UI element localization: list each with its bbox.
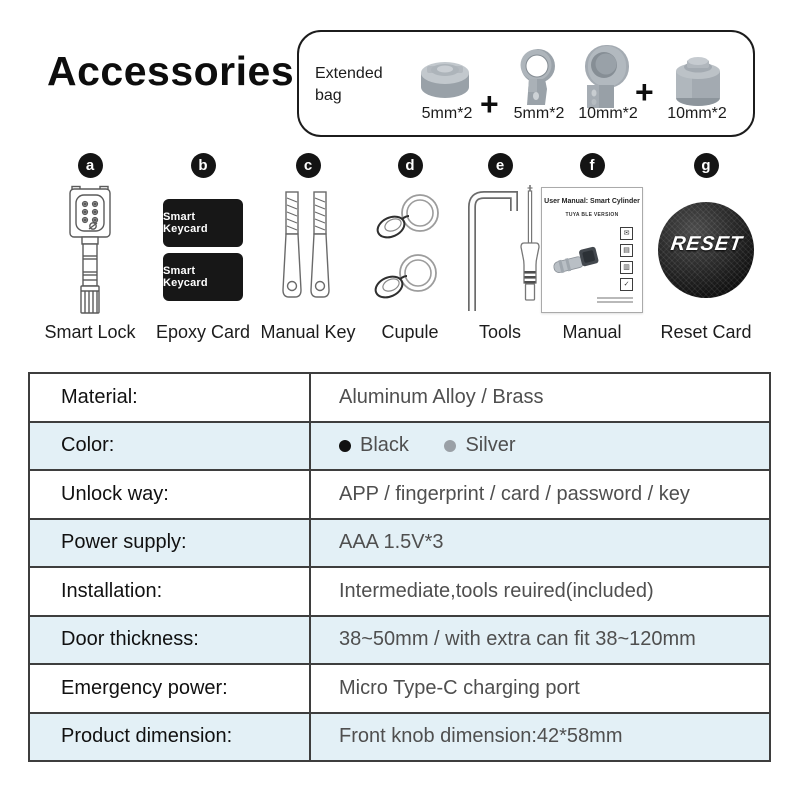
spec-label: Power supply: <box>29 519 310 568</box>
table-row <box>29 422 770 471</box>
accessory-item-epoxy-card <box>146 153 260 353</box>
cylinder-product-icon <box>551 241 603 277</box>
extension-knob-label: 10mm*2 <box>667 105 727 122</box>
spec-label: Material: <box>29 373 310 422</box>
badge-b: b <box>191 153 216 178</box>
keycard: Smart Keycard <box>163 253 243 301</box>
manual-page <box>541 187 643 313</box>
manual-subtitle: TUYA BLE VERSION <box>565 212 619 218</box>
extension-knob-icon <box>669 54 727 108</box>
accessory-label-cupule: Cupule <box>381 322 439 342</box>
spec-label: Product dimension: <box>29 713 310 762</box>
spec-value <box>310 422 770 471</box>
color-option-silver <box>444 434 515 457</box>
spec-value: Aluminum Alloy / Brass <box>310 373 770 422</box>
tools-icon <box>456 183 544 317</box>
extension-clamp-icon <box>580 42 634 110</box>
spec-value: Front knob dimension:42*58mm <box>310 713 770 762</box>
spec-table <box>28 372 771 762</box>
spec-label: Installation: <box>29 567 310 616</box>
color-option-label: Silver <box>465 434 516 456</box>
badge-e: e <box>488 153 513 178</box>
black-color-dot <box>339 440 351 452</box>
keycards <box>163 199 243 301</box>
check-icon: ✓ <box>620 278 633 291</box>
badge-f: f <box>580 153 605 178</box>
accessory-label-reset-card: Reset Card <box>660 322 752 342</box>
extension-clamp-label: 10mm*2 <box>578 105 638 122</box>
table-row <box>29 713 770 762</box>
table-row <box>29 616 770 665</box>
accessory-label-smart-lock: Smart Lock <box>44 322 136 342</box>
cupule-icon <box>372 189 448 311</box>
spec-value: 38~50mm / with extra can fit 38~120mm <box>310 616 770 665</box>
accessory-label-epoxy-card: Epoxy Card <box>155 322 251 342</box>
extension-cap-icon <box>415 54 475 102</box>
extended-bag-label: Extended bag <box>315 65 383 104</box>
color-option-black <box>339 434 409 457</box>
card-icon: ▤ <box>620 244 633 257</box>
accessory-label-manual-key: Manual Key <box>260 322 356 342</box>
table-row <box>29 664 770 713</box>
badge-c: c <box>296 153 321 178</box>
badge-a: a <box>78 153 103 178</box>
manual-feature-icons <box>620 227 633 291</box>
table-row <box>29 567 770 616</box>
smart-lock-icon <box>58 184 122 316</box>
battery-icon: ▥ <box>620 261 633 274</box>
spec-label: Door thickness: <box>29 616 310 665</box>
mail-icon: ✉ <box>620 227 633 240</box>
badge-d: d <box>398 153 423 178</box>
accessory-item-manual <box>535 153 649 353</box>
extension-ring-icon <box>515 47 561 109</box>
keycard: Smart Keycard <box>163 199 243 247</box>
accessory-label-tools: Tools <box>478 322 522 342</box>
spec-label: Emergency power: <box>29 664 310 713</box>
accessory-item-manual-key <box>251 153 365 353</box>
table-row <box>29 373 770 422</box>
plus-sign: + <box>635 74 654 110</box>
extension-ring-label: 5mm*2 <box>513 105 565 122</box>
spec-value: AAA 1.5V*3 <box>310 519 770 568</box>
spec-label: Color: <box>29 422 310 471</box>
accessory-item-reset-card <box>646 153 766 353</box>
spec-value: Micro Type-C charging port <box>310 664 770 713</box>
extension-cap-label: 5mm*2 <box>421 105 473 122</box>
page-title: Accessories <box>47 48 295 94</box>
badge-g: g <box>694 153 719 178</box>
table-row <box>29 470 770 519</box>
spec-label: Unlock way: <box>29 470 310 519</box>
plus-sign: + <box>480 86 499 122</box>
manual-key-icon <box>279 190 337 310</box>
manual-footnote-lines <box>597 295 633 303</box>
color-option-label: Black <box>360 434 409 456</box>
spec-value: Intermediate,tools reuired(included) <box>310 567 770 616</box>
silver-color-dot <box>444 440 456 452</box>
reset-disc-text: RESET <box>669 232 745 255</box>
accessory-item-smart-lock <box>33 153 147 353</box>
reset-disc <box>658 202 754 298</box>
table-row <box>29 519 770 568</box>
spec-value: APP / fingerprint / card / password / key <box>310 470 770 519</box>
accessory-label-manual: Manual <box>562 322 622 342</box>
extended-bag-panel <box>297 30 755 137</box>
manual-title: User Manual: Smart Cylinder <box>544 198 640 205</box>
